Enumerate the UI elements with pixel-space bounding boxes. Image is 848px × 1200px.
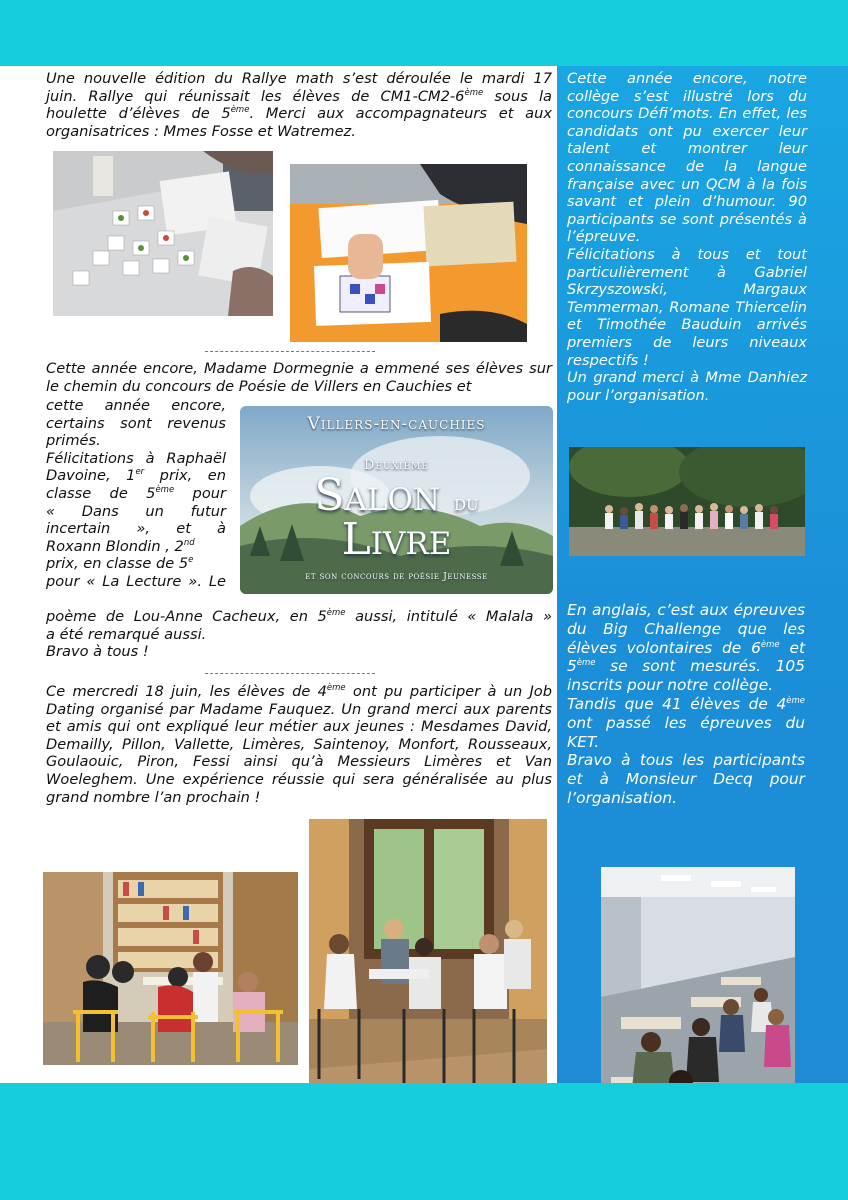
- poster-du-word: du: [453, 491, 479, 516]
- rallye-photo-grid: [290, 164, 527, 342]
- poesie-column: [46, 397, 226, 591]
- poesie-line: Bravo à tous !: [46, 643, 149, 661]
- rallye-line-3: houlette d’élèves de 5ème. Merci aux accompagnateurs et aux: [46, 105, 552, 123]
- poesie-conclusion: [46, 608, 552, 661]
- poesie-line: pour « La Lecture ». Le: [46, 572, 226, 590]
- poesie-line: Félicitations à Raphaël: [46, 449, 226, 467]
- rallye-line-4: organisatrices : Mmes Fosse et Watremez.: [46, 122, 356, 140]
- job-line-1: Ce mercredi 18 juin, les élèves de 4ème ont pu participer à un Job: [46, 683, 552, 700]
- top-band: [0, 0, 848, 66]
- anglais-paragraph-3: Bravo à tous les participants et à Monsieur Decq pour l’organisation.: [567, 751, 805, 807]
- poesie-line: « Dans un futur: [46, 502, 226, 520]
- poster-livre: Livre: [341, 514, 452, 565]
- defimots-group-photo: [569, 447, 805, 556]
- anglais-paragraph-1: En anglais, c’est aux épreuves du Big Challenge que les élèves volontaires de 6ème et 5ème se sont mesurés. 105 inscrits pour notre collège.: [567, 601, 806, 695]
- poesie-line: a été remarqué aussi.: [46, 625, 207, 643]
- rallye-photo-cards: [53, 151, 273, 316]
- job-dating-paragraph: [46, 683, 552, 806]
- rallye-line-2: juin. Rallye qui réunissait les élèves de CM1-CM2-6ème sous la: [46, 87, 552, 105]
- defimots-text: [567, 70, 807, 404]
- poesie-line: cette année encore,: [46, 397, 226, 414]
- poesie-line: poème de Lou-Anne Cacheux, en 5ème aussi, intitulé « Malala »: [46, 608, 552, 625]
- rallye-line-1: Une nouvelle édition du Rallye math s’est déroulée le mardi 17: [46, 70, 552, 87]
- rallye-paragraph: [46, 70, 552, 140]
- defimots-paragraph-1: Cette année encore, notre collège s’est illustré lors du concours Défi’mots. En effet, les candidats ont pu exercer leur talent et montrer leur connaissance de la langue française avec un QCM à la fois savant et plein d’humour. 90 participants se sont présentés à l’épreuve.: [567, 70, 807, 246]
- bottom-band: [0, 1083, 848, 1200]
- poster-salon-word: Salon: [314, 470, 440, 521]
- poesie-line: incertain », et à: [46, 520, 226, 538]
- anglais-paragraph-2: Tandis que 41 élèves de 4ème ont passé les épreuves du KET.: [567, 694, 805, 751]
- poesie-line: prix, en classe de 5e: [46, 555, 194, 573]
- poesie-line: classe de 5ème pour: [46, 484, 226, 502]
- poster-village-name: Villers-en-cauchies: [307, 414, 486, 434]
- job-dating-photo-library: [43, 872, 298, 1065]
- poesie-line: primés.: [46, 432, 101, 450]
- poesie-line: Davoine, 1er prix, en: [46, 467, 226, 485]
- poesie-line: certains sont revenus: [46, 414, 226, 432]
- section-separator: [205, 351, 375, 352]
- poster-contest: et son concours de poésie Jeunesse: [305, 571, 488, 582]
- salon-du-livre-poster: [240, 406, 553, 594]
- defimots-paragraph-3: Un grand merci à Mme Danhiez pour l’organisation.: [567, 369, 807, 404]
- poesie-line: Roxann Blondin , 2nd: [46, 537, 195, 555]
- section-separator: [205, 673, 375, 674]
- job-rest: Dating organisé par Madame Fauquez. Un grand merci aux parents et amis qui ont expliqué leur métier aux jeunes : Mesdames David, Demailly, Pillon, Vallette, Limères, Saintenoy, Monfort, Rousseaux, Goulaouic, Piron, Fessi ainsi qu’à Messieurs Limères et Van Woeleghem. Une expérience réussie qui sera généralisée au plus grand nombre l’an prochain !: [46, 700, 552, 806]
- poster-edition: Deuxième: [364, 458, 429, 473]
- anglais-text: [567, 601, 805, 808]
- poesie-intro: Cette année encore, Madame Dormegnie a emmené ses élèves sur le chemin du concours de Poésie de Villers en Cauchies et: [46, 360, 552, 395]
- defimots-paragraph-2: Félicitations à tous et tout particulièrement à Gabriel Skrzyszowski, Margaux Temmerman, Romane Thiercelin et Timothée Bauduin arrivés premiers de leurs niveaux respectifs !: [567, 245, 807, 369]
